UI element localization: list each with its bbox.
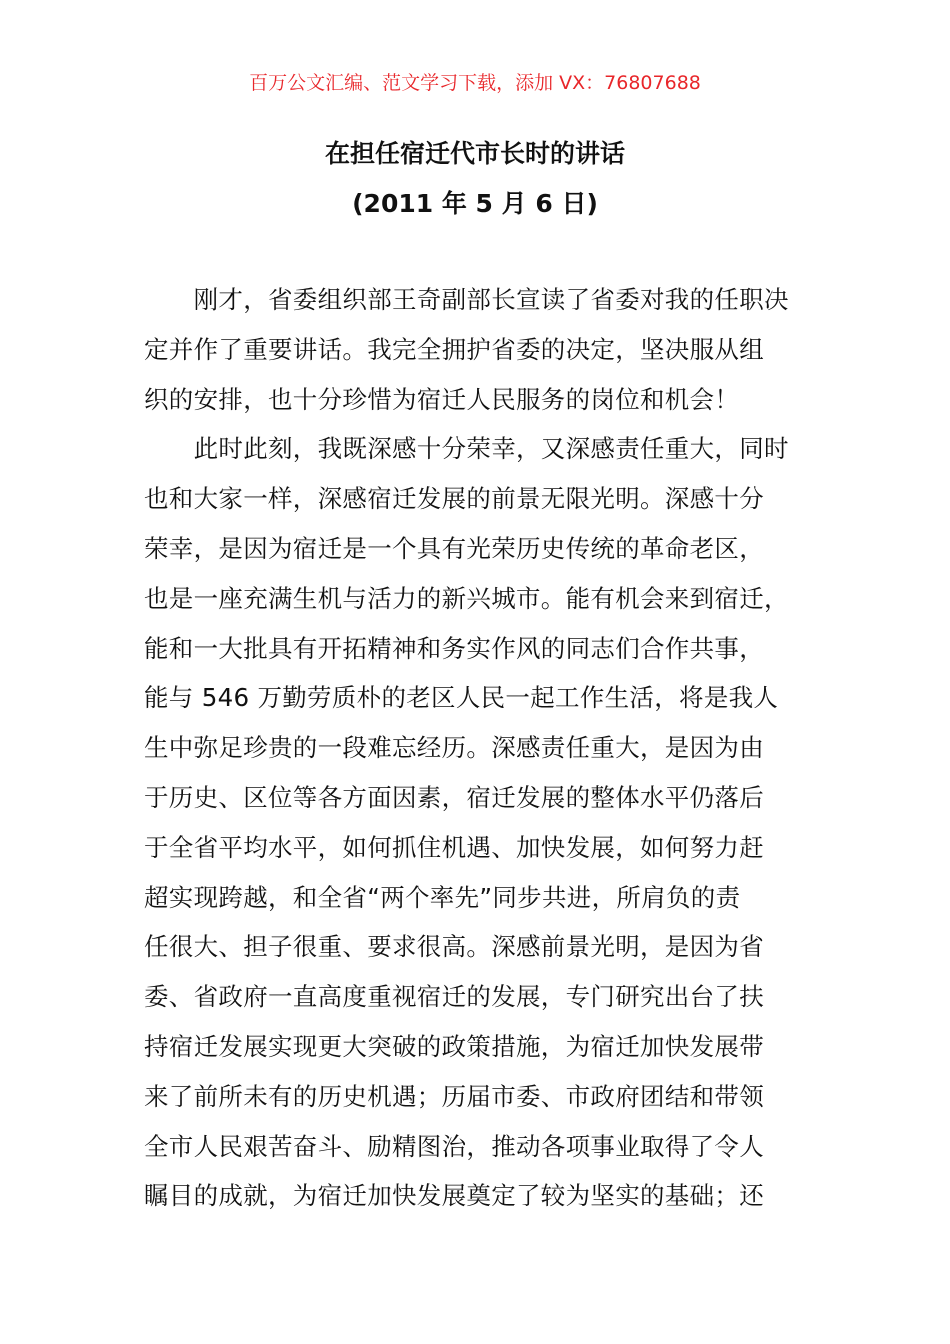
body-text-line: 于历史、区位等各方面因素，宿迁发展的整体水平仍落后	[144, 782, 764, 812]
body-text-line: 任很大、担子很重、要求很高。深感前景光明，是因为省	[144, 932, 764, 962]
body-text-line: 生中弥足珍贵的一段难忘经历。深感责任重大，是因为由	[144, 733, 764, 763]
body-text-line: 刚才，省委组织部王奇副部长宣读了省委对我的任职决	[144, 285, 789, 314]
document-title: 在担任宿迁代市长时的讲话	[324, 139, 625, 168]
body-text-line: 全市人民艰苦奋斗、励精图治，推动各项事业取得了令人	[144, 1131, 764, 1161]
body-text-line: 此时此刻，我既深感十分荣幸，又深感责任重大，同时	[144, 434, 789, 464]
document-date: (2011 年 5 月 6 日)	[352, 189, 598, 218]
body-text-line: 能和一大批具有开拓精神和务实作风的同志们合作共事，	[144, 633, 764, 663]
body-text-line: 于全省平均水平，如何抓住机遇、加快发展，如何努力赶	[144, 832, 764, 862]
body-text-line: 织的安排，也十分珍惜为宿迁人民服务的岗位和机会！	[144, 384, 740, 414]
body-text-line: 荣幸，是因为宿迁是一个具有光荣历史传统的革命老区，	[144, 533, 764, 563]
document-body	[144, 282, 824, 1228]
body-text-line: 持宿迁发展实现更大突破的政策措施，为宿迁加快发展带	[144, 1031, 764, 1061]
body-text-line: 来了前所未有的历史机遇；历届市委、市政府团结和带领	[144, 1081, 764, 1111]
body-text-line: 也是一座充满生机与活力的新兴城市。能有机会来到宿迁，	[144, 583, 789, 613]
body-text-line: 瞩目的成就，为宿迁加快发展奠定了较为坚实的基础；还	[144, 1181, 764, 1211]
body-text-line: 能与 546 万勤劳质朴的老区人民一起工作生活，将是我人	[144, 683, 779, 713]
body-text-line: 定并作了重要讲话。我完全拥护省委的决定，坚决服从组	[144, 334, 764, 364]
body-text-line: 也和大家一样，深感宿迁发展的前景无限光明。深感十分	[144, 484, 764, 514]
watermark-header: 百万公文汇编、范文学习下载，添加 VX：76807688	[249, 72, 701, 94]
body-text-line: 超实现跨越，和全省“两个率先”同步共进，所肩负的责	[144, 882, 741, 912]
body-text-line: 委、省政府一直高度重视宿迁的发展，专门研究出台了扶	[144, 982, 764, 1012]
